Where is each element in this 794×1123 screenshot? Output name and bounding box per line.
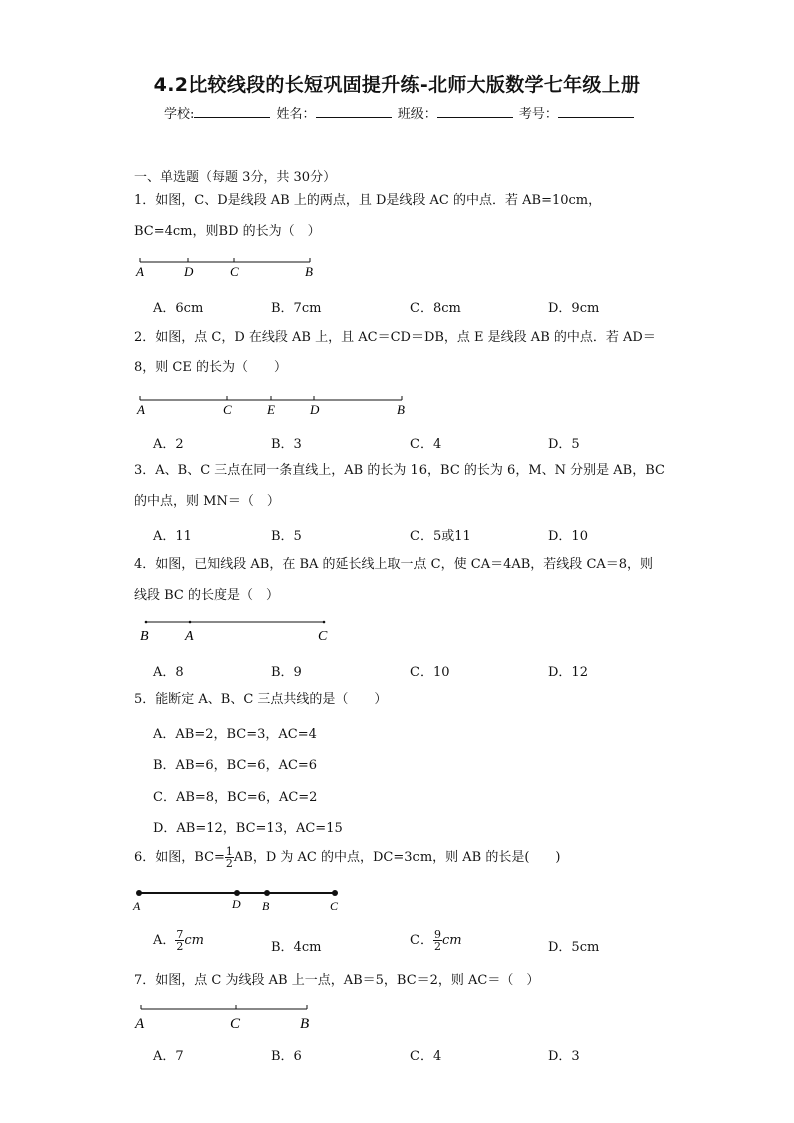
q6-point-b: [264, 890, 270, 896]
q4-stem-line1: 4．如图，已知线段 AB，在 BA 的延长线上取一点 C，使 CA＝4AB，若线段 CA＝8，则: [134, 557, 654, 572]
q1-stem-line2: BC=4cm，则BD 的长为（ ）: [134, 224, 321, 239]
q2-option-d[interactable]: D．5: [548, 437, 580, 452]
q3-option-b[interactable]: B．5: [271, 529, 302, 544]
q6-option-a-label: A．: [153, 933, 176, 948]
q6-point-a: [136, 890, 142, 896]
q4-label-a: A: [185, 629, 194, 644]
q1-stem-line1: 1．如图，C、D是线段 AB 上的两点，且 D是线段 AC 的中点．若 AB=10cm，: [134, 193, 602, 208]
q6-option-d[interactable]: D．5cm: [548, 940, 600, 955]
q6-point-d: [234, 890, 240, 896]
q6-option-a-den: 2: [176, 940, 184, 953]
id-label: 考号：: [518, 107, 558, 122]
page-title: 4.2比较线段的长短巩固提升练-北师大版数学七年级上册: [153, 74, 641, 96]
q6-stem: [134, 846, 561, 869]
student-info-line: [164, 103, 636, 122]
q5-option-c[interactable]: C．AB=8，BC=6，AC=2: [153, 790, 318, 805]
q7-option-d[interactable]: D．3: [548, 1049, 580, 1064]
q7-label-a: A: [135, 1016, 145, 1032]
q4-option-a[interactable]: A．8: [153, 665, 184, 680]
q7-label-b: B: [300, 1016, 310, 1032]
q1-label-a: A: [136, 264, 144, 279]
q6-label-c: C: [330, 899, 339, 913]
q6-option-a-unit: cm: [184, 933, 204, 948]
q2-label-a: A: [137, 402, 145, 417]
name-label: 姓名：: [276, 107, 316, 122]
class-blank: [437, 105, 513, 118]
q7-figure: [130, 1001, 330, 1033]
q2-label-d: D: [310, 402, 320, 417]
q3-option-c[interactable]: C．5或11: [410, 529, 471, 544]
q2-figure: [130, 390, 420, 418]
q4-label-b: B: [140, 629, 149, 644]
q6-label-b: B: [262, 899, 270, 913]
q6-option-c-den: 2: [433, 940, 441, 953]
q3-option-a[interactable]: A．11: [153, 529, 192, 544]
q7-option-b[interactable]: B．6: [271, 1049, 302, 1064]
q4-stem-line2: 线段 BC 的长度是（ ）: [134, 588, 280, 603]
q2-stem-line1: 2．如图，点 C，D 在线段 AB 上，且 AC＝CD＝DB，点 E 是线段 AB 的中点．若 AD＝: [134, 330, 656, 345]
q6-label-d: D: [232, 897, 241, 911]
school-label: 学校:: [164, 107, 195, 122]
q7-option-a[interactable]: A．7: [153, 1049, 184, 1064]
q6-stem-prefix: 6．如图，BC=: [134, 850, 225, 865]
q1-option-d[interactable]: D．9cm: [548, 301, 600, 316]
q4-point-b: [145, 621, 148, 624]
id-blank: [558, 105, 634, 118]
q6-option-c-label: C．: [410, 933, 433, 948]
q4-figure: [134, 614, 344, 646]
q2-label-c: C: [223, 402, 232, 417]
q4-label-c: C: [318, 629, 328, 644]
q1-label-d: D: [184, 264, 194, 279]
q6-point-c: [332, 890, 338, 896]
q2-label-e: E: [267, 402, 275, 417]
q6-option-a[interactable]: [153, 929, 204, 952]
q6-option-b[interactable]: B．4cm: [271, 940, 322, 955]
q6-option-c-fraction: [433, 929, 442, 952]
q6-frac-num: 1: [225, 845, 233, 858]
q2-label-b: B: [397, 402, 405, 417]
q3-option-d[interactable]: D．10: [548, 529, 588, 544]
q1-label-b: B: [305, 264, 313, 279]
q4-point-a: [189, 621, 192, 624]
q1-label-c: C: [230, 264, 239, 279]
q6-stem-suffix: AB，D 为 AC 的中点，DC=3cm，则 AB 的长是( ): [233, 850, 561, 865]
q4-option-d[interactable]: D．12: [548, 665, 588, 680]
q3-stem-line1: 3．A、B、C 三点在同一条直线上，AB 的长为 16，BC 的长为 6，M、N 分别是 AB，BC: [134, 463, 665, 478]
q6-label-a: A: [133, 899, 141, 913]
q2-option-c[interactable]: C．4: [410, 437, 442, 452]
name-blank: [316, 105, 392, 118]
q2-option-a[interactable]: A．2: [153, 437, 184, 452]
q1-option-a[interactable]: A．6cm: [153, 301, 204, 316]
school-blank: [194, 105, 270, 118]
q6-option-c-num: 9: [433, 928, 441, 941]
q7-label-c: C: [230, 1016, 241, 1032]
q1-figure: [130, 254, 330, 282]
q6-option-c-unit: cm: [441, 933, 462, 948]
q2-stem-line2: 8，则 CE 的长为（ ）: [134, 360, 287, 375]
q7-option-c[interactable]: C．4: [410, 1049, 442, 1064]
q2-option-b[interactable]: B．3: [271, 437, 302, 452]
q5-stem: 5．能断定 A、B、C 三点共线的是（ ）: [134, 692, 388, 707]
q6-option-a-num: 7: [176, 928, 184, 941]
q4-option-b[interactable]: B．9: [271, 665, 302, 680]
q1-option-b[interactable]: B．7cm: [271, 301, 322, 316]
q6-figure: [130, 884, 350, 914]
q4-point-c: [323, 621, 326, 624]
q1-option-c[interactable]: C．8cm: [410, 301, 461, 316]
section-heading: 一、单选题（每题 3分，共 30分）: [134, 170, 337, 185]
q7-stem: 7．如图，点 C 为线段 AB 上一点，AB＝5，BC＝2，则 AC＝（ ）: [134, 973, 540, 988]
q4-option-c[interactable]: C．10: [410, 665, 450, 680]
q5-option-b[interactable]: B．AB=6，BC=6，AC=6: [153, 758, 318, 773]
q3-stem-line2: 的中点，则 MN＝（ ）: [134, 494, 280, 509]
q6-option-c[interactable]: [410, 929, 462, 952]
q6-fraction-half: [225, 846, 234, 869]
q6-frac-den: 2: [225, 857, 233, 870]
q5-option-d[interactable]: D．AB=12，BC=13，AC=15: [153, 821, 343, 836]
class-label: 班级：: [397, 107, 437, 122]
q5-option-a[interactable]: A．AB=2，BC=3，AC=4: [153, 727, 317, 742]
